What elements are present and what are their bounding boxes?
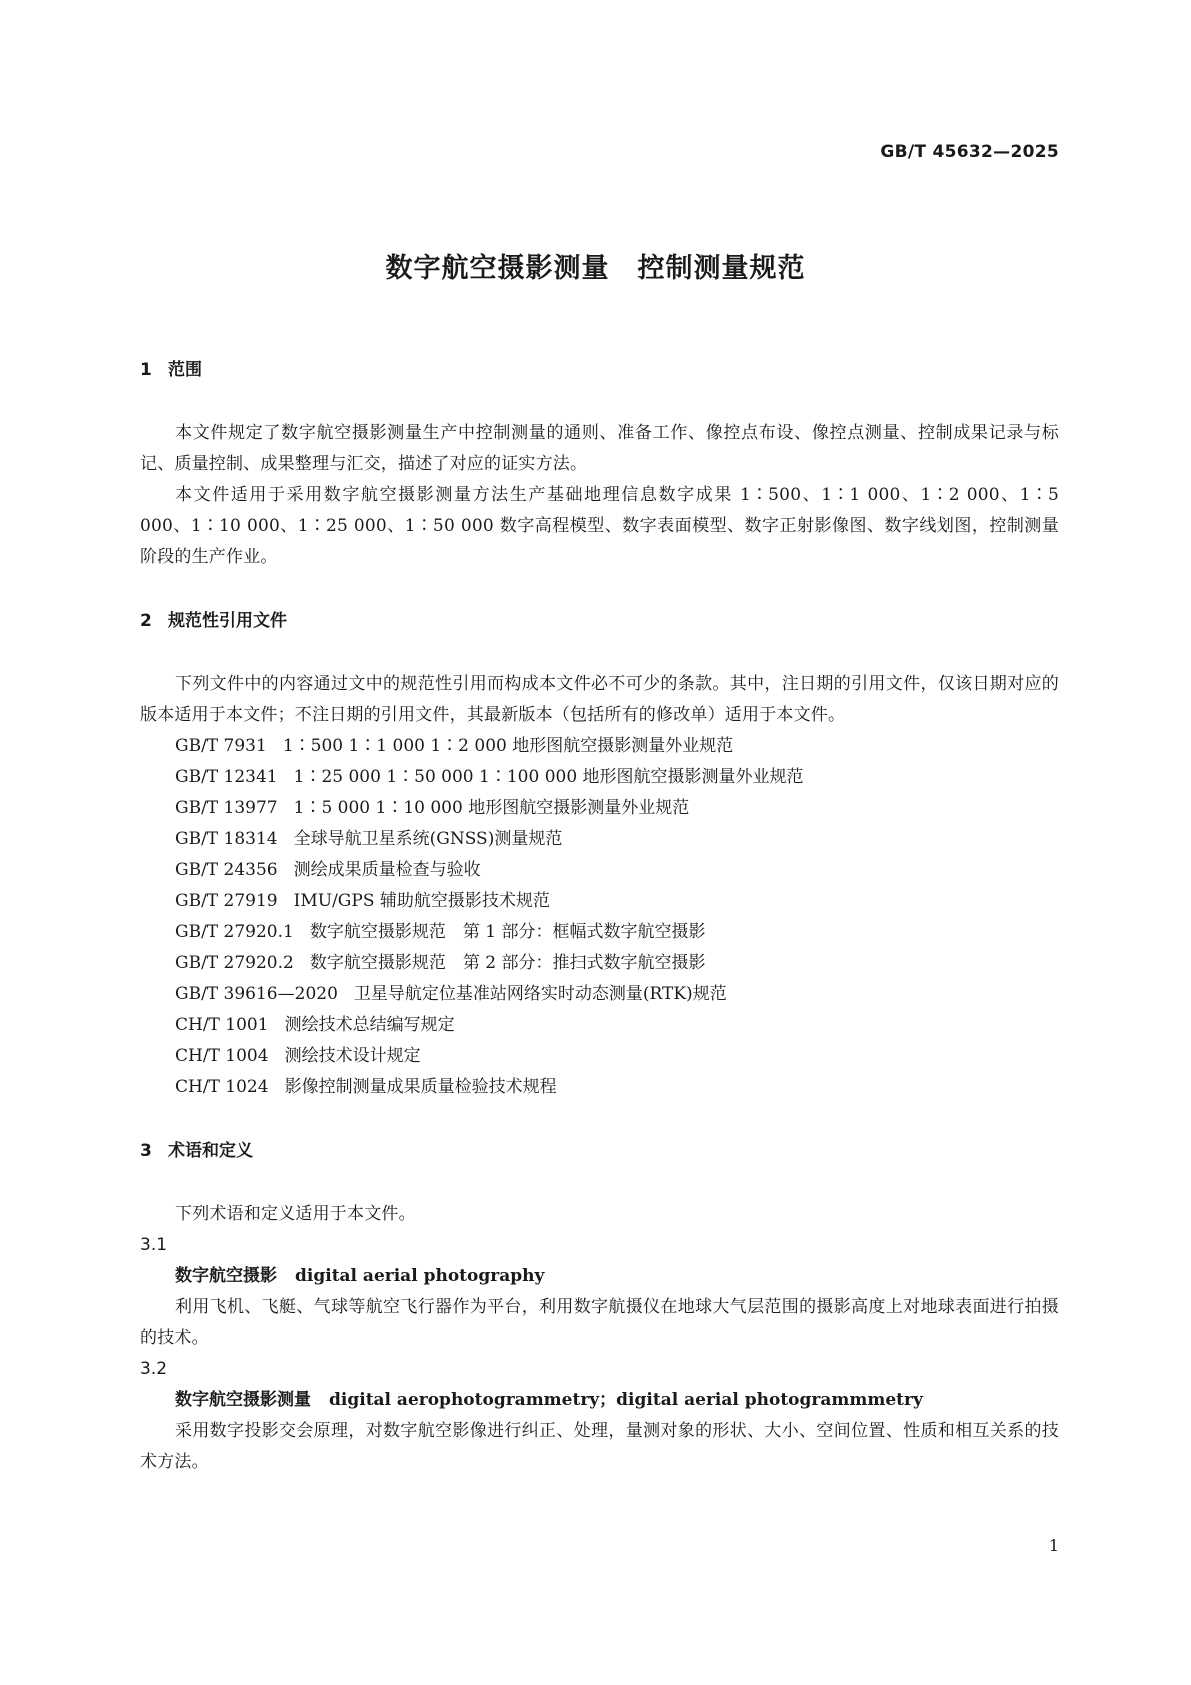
reference-item [140,917,1059,948]
reference-item [140,886,1059,917]
reference-code: GB/T 12341 [175,767,278,787]
term-number: 3.1 [140,1235,168,1255]
reference-item [140,979,1059,1010]
reference-code: CH/T 1004 [175,1046,269,1066]
references-intro: 下列文件中的内容通过文中的规范性引用而构成本文件必不可少的条款。其中，注日期的引用文件，仅该日期对应的版本适用于本文件；不注日期的引用文件，其最新版本（包括所有的修改单）适用于本文件。 [140,674,1059,725]
term-heading [140,1261,1059,1292]
reference-item [140,948,1059,979]
reference-title: 数字航空摄影规范 第 2 部分：推扫式数字航空摄影 [309,953,706,973]
reference-item [140,1072,1059,1103]
section-title: 规范性引用文件 [168,611,287,631]
reference-title: 测绘技术设计规定 [284,1046,421,1066]
reference-code: GB/T 24356 [175,860,278,880]
reference-title: IMU/GPS 辅助航空摄影技术规范 [293,891,550,911]
page-number: 1 [1048,1536,1059,1555]
term-heading [140,1385,1059,1416]
reference-code: GB/T 18314 [175,829,278,849]
reference-title: 1∶5 000 1∶10 000 地形图航空摄影测量外业规范 [293,798,690,818]
reference-title: 影像控制测量成果质量检验技术规程 [284,1077,557,1097]
reference-title: 全球导航卫星系统(GNSS)测量规范 [293,829,563,849]
reference-code: GB/T 7931 [175,736,267,756]
reference-code: GB/T 27920.1 [175,922,294,942]
section-title: 术语和定义 [168,1141,253,1161]
section-3-heading [140,1136,1059,1166]
reference-item [140,1041,1059,1072]
reference-item [140,1010,1059,1041]
reference-code: CH/T 1024 [175,1077,269,1097]
terms-intro: 下列术语和定义适用于本文件。 [175,1204,416,1224]
reference-title: 数字航空摄影规范 第 1 部分：框幅式数字航空摄影 [309,922,706,942]
document-title: 数字航空摄影测量 控制测量规范 [385,253,806,284]
reference-title: 1∶25 000 1∶50 000 1∶100 000 地形图航空摄影测量外业规范 [293,767,804,787]
reference-code: GB/T 27919 [175,891,278,911]
document-body [140,355,1059,1478]
term-english: digital aerophotogrammetry；digital aerial photogrammmetry [329,1390,923,1410]
reference-item [140,762,1059,793]
section-number: 1 [140,360,152,380]
scope-paragraph-2: 本文件适用于采用数字航空摄影测量方法生产基础地理信息数字成果 1∶500、1∶1 000、1∶2 000、1∶5 000、1∶10 000、1∶25 000、1∶50 000 数字高程模型、数字表面模型、数字正射影像图、数字线划图，控制测量阶段的生产作业。 [140,485,1059,567]
term-definition: 采用数字投影交会原理，对数字航空影像进行纠正、处理，量测对象的形状、大小、空间位置、性质和相互关系的技术方法。 [140,1421,1059,1472]
reference-code: GB/T 13977 [175,798,278,818]
reference-title: 测绘技术总结编写规定 [284,1015,455,1035]
term-definition: 利用飞机、飞艇、气球等航空飞行器作为平台，利用数字航摄仪在地球大气层范围的摄影高度上对地球表面进行拍摄的技术。 [140,1297,1059,1348]
reference-item [140,731,1059,762]
section-title: 范围 [168,360,202,380]
section-2-heading [140,606,1059,636]
section-number: 2 [140,611,152,631]
section-1-heading [140,355,1059,385]
term-english: digital aerial photography [295,1266,545,1286]
reference-item [140,824,1059,855]
reference-list [140,731,1059,1103]
reference-title: 1∶500 1∶1 000 1∶2 000 地形图航空摄影测量外业规范 [282,736,734,756]
reference-code: GB/T 27920.2 [175,953,294,973]
reference-code: CH/T 1001 [175,1015,269,1035]
reference-code: GB/T 39616—2020 [175,984,338,1004]
term-chinese: 数字航空摄影 [175,1266,277,1286]
reference-item [140,855,1059,886]
reference-title: 卫星导航定位基准站网络实时动态测量(RTK)规范 [353,984,727,1004]
standard-code: GB/T 45632—2025 [880,142,1059,162]
scope-paragraph-1: 本文件规定了数字航空摄影测量生产中控制测量的通则、准备工作、像控点布设、像控点测量、控制成果记录与标记、质量控制、成果整理与汇交，描述了对应的证实方法。 [140,423,1059,474]
term-number: 3.2 [140,1359,168,1379]
section-number: 3 [140,1141,152,1161]
term-chinese: 数字航空摄影测量 [175,1390,311,1410]
reference-title: 测绘成果质量检查与验收 [293,860,481,880]
reference-item [140,793,1059,824]
